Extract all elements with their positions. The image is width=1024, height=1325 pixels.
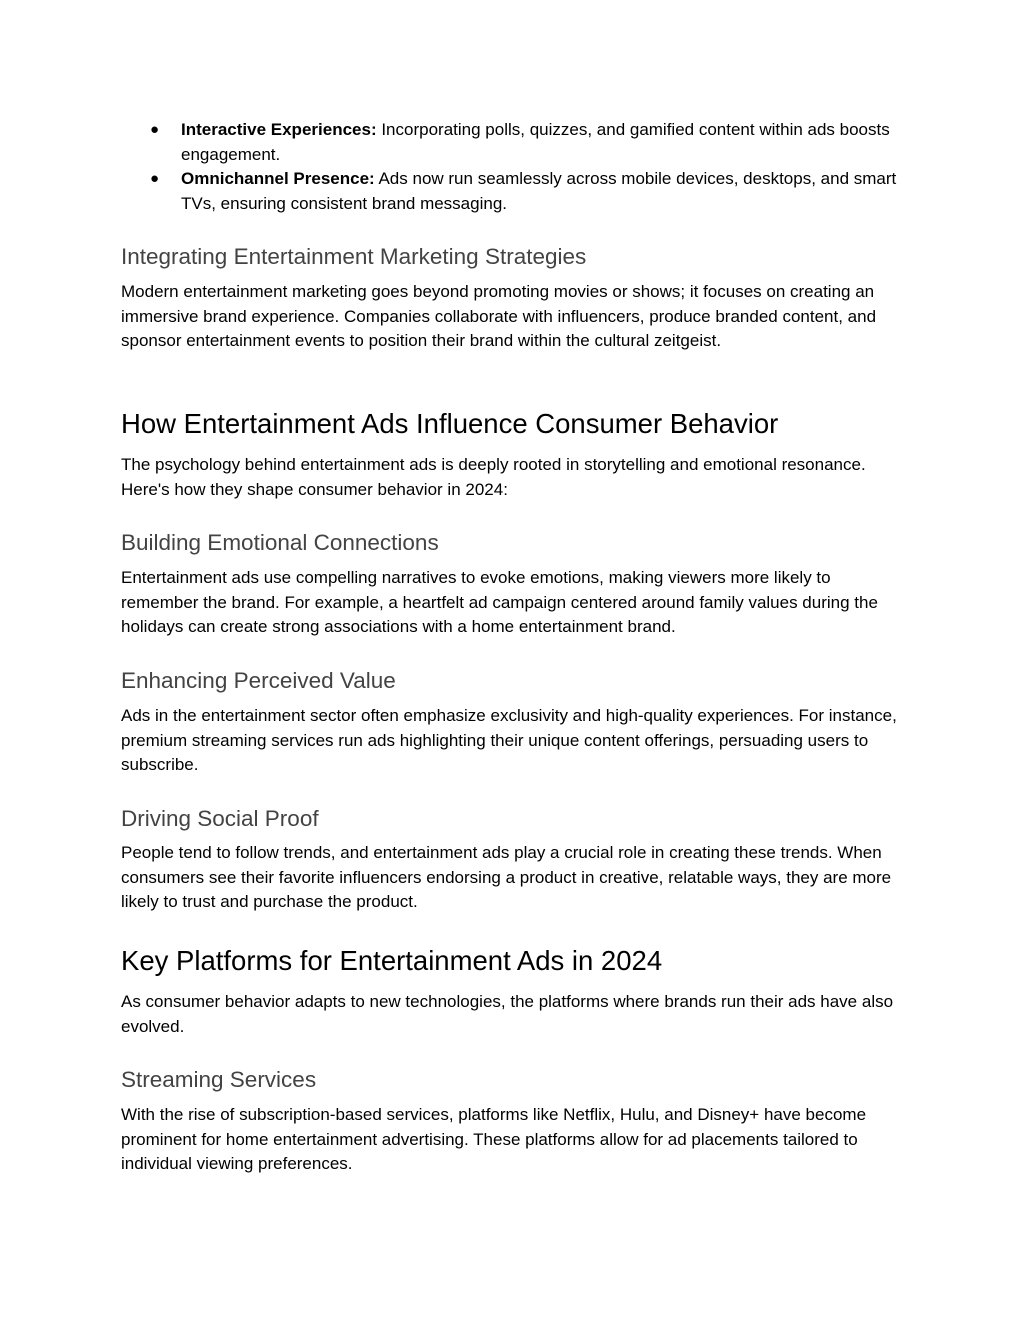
bullet-icon: ● xyxy=(150,121,160,138)
section-body-integrating: Modern entertainment marketing goes beyond promoting movies or shows; it focuses on creating an immersive brand experience. Companies collaborate with influencers, produce branded content, and sponsor entertainment events to position their brand within the cultural zeitgeist. xyxy=(121,282,877,350)
section-body-platforms: As consumer behavior adapts to new technologies, the platforms where brands run their ads have also evolved. xyxy=(121,992,894,1036)
section-body-value: Ads in the entertainment sector often emphasize exclusivity and high-quality experiences. For instance, premium streaming services run ads highlighting their unique content offerings, persuading users to subscribe. xyxy=(121,706,897,774)
section-heading-integrating: Integrating Entertainment Marketing Strategies xyxy=(121,244,587,269)
bullet-list xyxy=(121,118,911,216)
section-heading-platforms: Key Platforms for Entertainment Ads in 2024 xyxy=(121,945,663,976)
section-body-streaming: With the rise of subscription-based services, platforms like Netflix, Hulu, and Disney+ have become prominent for home entertainment advertising. These platforms allow for ad placements tailored to individual viewing preferences. xyxy=(121,1105,867,1173)
section-heading-emotional: Building Emotional Connections xyxy=(121,530,439,555)
list-item xyxy=(121,118,911,167)
section-heading-value: Enhancing Perceived Value xyxy=(121,668,396,693)
bullet-label: Interactive Experiences: xyxy=(181,120,377,139)
bullet-icon: ● xyxy=(150,170,160,187)
section-heading-influence: How Entertainment Ads Influence Consumer Behavior xyxy=(121,408,779,439)
bullet-text: Incorporating polls, quizzes, and gamified content within ads boosts engagement. xyxy=(181,120,890,164)
section-heading-social: Driving Social Proof xyxy=(121,806,319,831)
list-item xyxy=(121,167,911,216)
section-heading-streaming: Streaming Services xyxy=(121,1067,317,1092)
section-body-emotional: Entertainment ads use compelling narratives to evoke emotions, making viewers more likely to remember the brand. For example, a heartfelt ad campaign centered around family values during the holidays can create strong associations with a home entertainment brand. xyxy=(121,568,878,636)
section-body-social: People tend to follow trends, and entertainment ads play a crucial role in creating these trends. When consumers see their favorite influencers endorsing a product in creative, relatable ways, they are more likely to trust and purchase the product. xyxy=(121,843,892,911)
section-body-influence: The psychology behind entertainment ads is deeply rooted in storytelling and emotional resonance. Here's how they shape consumer behavior in 2024: xyxy=(121,455,866,499)
bullet-text: Ads now run seamlessly across mobile devices, desktops, and smart TVs, ensuring consistent brand messaging. xyxy=(181,169,897,213)
bullet-label: Omnichannel Presence: xyxy=(181,169,375,188)
